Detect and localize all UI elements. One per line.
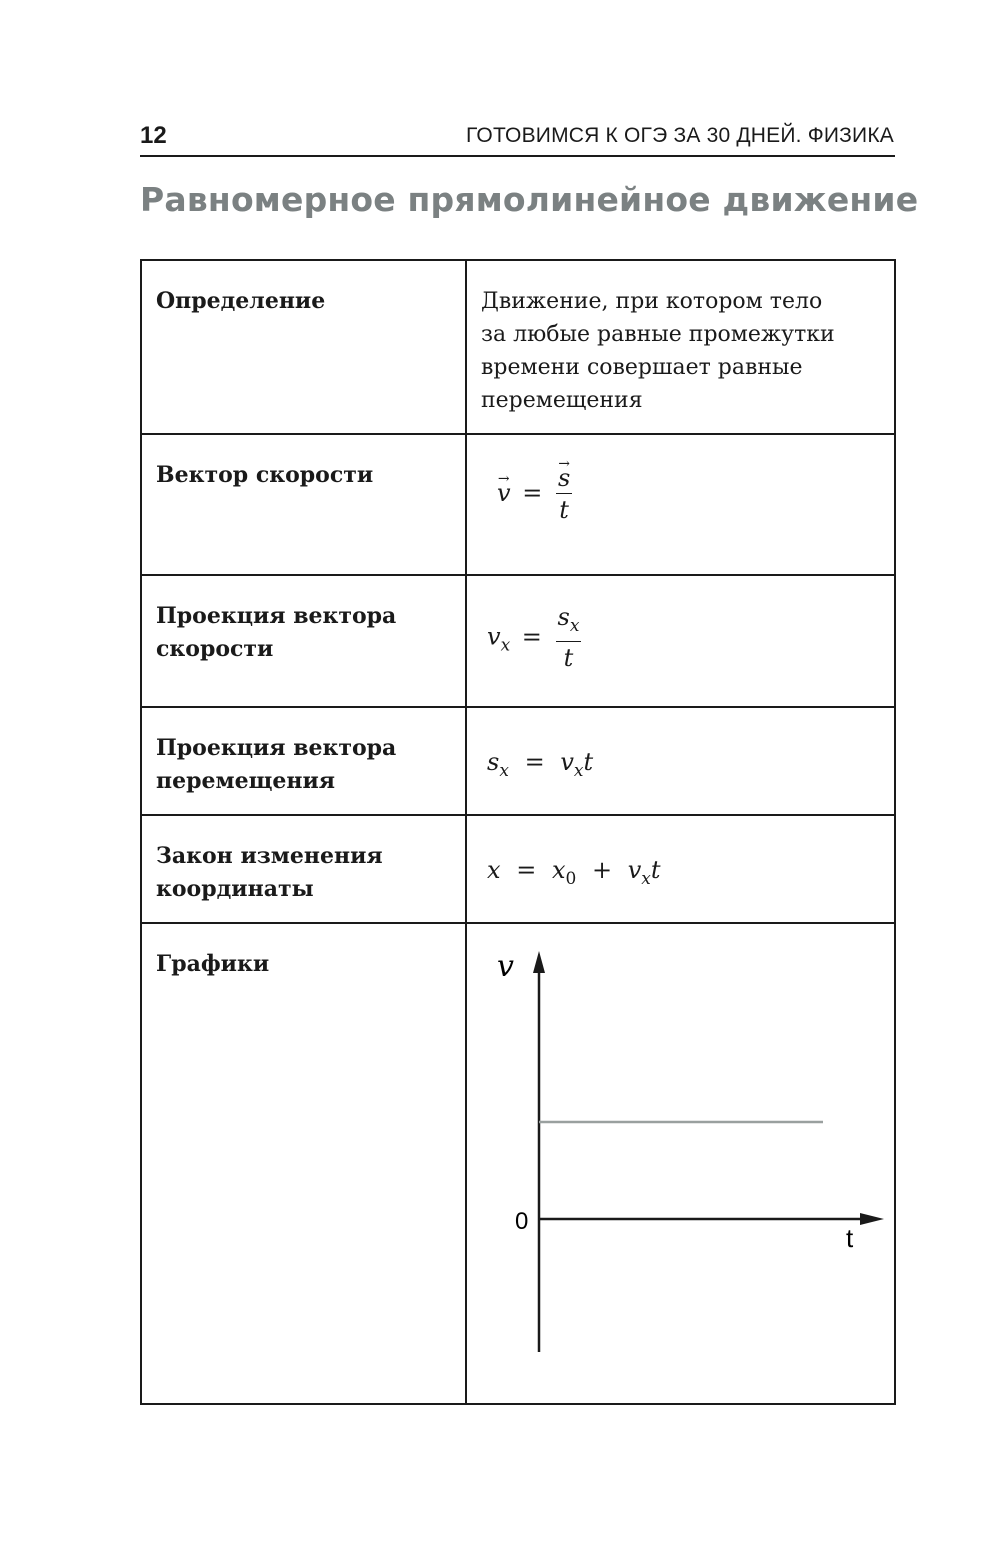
- symbol-s: s: [487, 748, 500, 776]
- equals-sign: =: [522, 479, 543, 507]
- formula-cell-velocity-projection: [466, 575, 895, 707]
- origin-label: 0: [515, 1208, 529, 1235]
- table-row-velocity-projection: [141, 575, 895, 707]
- term-velocity-vector: Вектор скорости: [141, 434, 466, 575]
- formula-cell-displacement-projection: [466, 707, 895, 815]
- numerator-s: s: [557, 603, 570, 631]
- subscript-x: x: [499, 761, 509, 781]
- symbol-v: v: [487, 622, 501, 651]
- symbol-v: v: [560, 748, 574, 776]
- velocity-time-chart: [467, 924, 923, 1401]
- table-row-definition: [141, 260, 895, 434]
- symbol-t: t: [650, 856, 661, 884]
- x-axis-label: t: [846, 1223, 854, 1253]
- equals-sign: =: [524, 748, 545, 776]
- formula-velocity-projection: [467, 576, 894, 674]
- term-definition: Определение: [141, 260, 466, 434]
- formula-coordinate-law: [467, 816, 894, 896]
- symbol-t: t: [583, 748, 594, 776]
- header-rule: [140, 155, 895, 157]
- summary-table: [140, 259, 896, 1405]
- formula-cell-velocity-vector: [466, 434, 895, 575]
- symbol-x0: x: [551, 856, 566, 884]
- table-row-graphs: [141, 923, 895, 1404]
- definition-text: [466, 260, 895, 434]
- subscript-x: x: [569, 616, 580, 636]
- section-title: Равномерное прямолинейное движение: [140, 180, 919, 219]
- running-title: ГОТОВИМСЯ К ОГЭ ЗА 30 ДНЕЙ. ФИЗИКА: [466, 124, 894, 147]
- definition-line: за любые равные промежутки: [481, 322, 835, 347]
- denominator-t: t: [559, 496, 569, 524]
- equals-sign: =: [516, 856, 537, 884]
- page-number: 12: [140, 122, 167, 149]
- formula-displacement-projection: [467, 708, 894, 788]
- term-coordinate-law: Закон изменения координаты: [141, 815, 466, 923]
- x-axis-arrow: [860, 1213, 884, 1225]
- formula-cell-coordinate-law: [466, 815, 895, 923]
- table-row-velocity-vector: [141, 434, 895, 575]
- definition-line: Движение, при котором тело: [481, 289, 823, 314]
- equals-sign: =: [521, 622, 542, 651]
- y-axis-arrow: [533, 951, 545, 973]
- term-displacement-projection: Проекция вектора перемещения: [141, 707, 466, 815]
- vector-v: → v: [497, 477, 511, 510]
- plus-sign: +: [591, 856, 613, 884]
- symbol-x: x: [487, 856, 501, 884]
- subscript-x: x: [641, 869, 651, 889]
- graph-cell: [466, 923, 895, 1404]
- formula-velocity-vector: [467, 435, 894, 526]
- table-row-coordinate-law: [141, 815, 895, 923]
- symbol-v: v: [627, 856, 642, 884]
- table-row-displacement-projection: [141, 707, 895, 815]
- denominator-t: t: [563, 644, 574, 672]
- fraction: [556, 463, 572, 526]
- term-velocity-projection: Проекция вектора скорости: [141, 575, 466, 707]
- vector-s: → s: [558, 463, 570, 493]
- subscript-x: x: [500, 635, 511, 656]
- fraction: [556, 602, 582, 674]
- term-graphs: Графики: [141, 923, 466, 1404]
- subscript-0: 0: [565, 869, 577, 889]
- y-axis-label: v: [497, 949, 514, 984]
- definition-line: перемещения: [481, 388, 643, 413]
- definition-line: времени совершает равные: [481, 355, 803, 380]
- subscript-x: x: [573, 761, 584, 781]
